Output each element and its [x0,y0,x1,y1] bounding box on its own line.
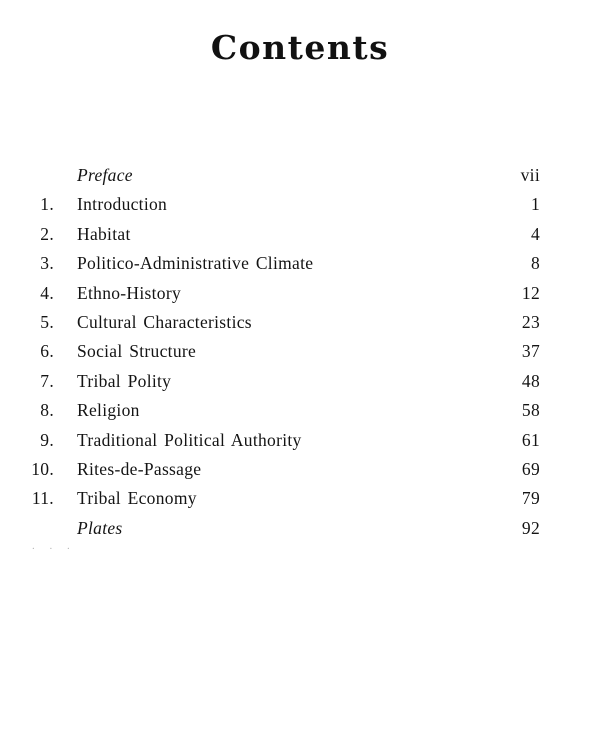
toc-entry-title: Ethno-History [77,282,182,303]
toc-entry-title: Preface [77,165,133,185]
page-title: Contents [210,28,390,67]
toc-entry-number: 9. [40,429,54,450]
toc-entry-page: 37 [521,341,540,362]
toc-entry-number: 4. [40,282,54,303]
toc-entry-page: 8 [530,253,540,274]
toc-entry-number: 2. [40,223,54,244]
toc-entry-title: Politico-Administrative Climate [77,253,314,274]
toc-entry-page: 48 [521,370,540,391]
toc-entry-plates [22,518,540,547]
toc-entry-page: 23 [521,311,540,332]
toc-entry-page: 69 [521,458,540,479]
toc-entry-tribal-polity [22,371,540,400]
toc-entry-number: 1. [40,194,54,215]
toc-entry-number: 5. [40,311,54,332]
toc-entry-number: 10. [31,458,54,479]
toc-entry-page: 92 [521,517,540,538]
toc-entry-title: Rites-de-Passage [77,458,202,479]
toc-entry-cultural-characteristics [22,312,540,341]
toc-entry-rites-de-passage [22,459,540,488]
toc-entry-number: 11. [31,488,54,509]
toc-entry-number: 8. [40,400,54,421]
toc-entry-page: 61 [521,429,540,450]
toc-entry-page: 1 [530,194,540,215]
toc-entry-page: 58 [521,400,540,421]
toc-entry-habitat [22,224,540,253]
toc-entry-page: 79 [521,488,540,509]
toc-entry-title: Traditional Political Authority [77,429,302,450]
toc-entry-traditional-political-authority [22,430,540,459]
toc-entry-title: Social Structure [77,341,197,362]
toc-entry-title: Habitat [77,223,131,244]
toc-entry-introduction [22,194,540,223]
toc-entry-title: Introduction [77,194,168,215]
toc-entry-social-structure [22,341,540,370]
toc-entry-politico-administrative-climate [22,253,540,282]
toc-entry-title: Tribal Economy [77,488,197,509]
toc-entry-page: 12 [521,282,540,303]
toc-entry-number: 3. [40,253,54,274]
toc-entry-page: 4 [530,223,540,244]
scan-artifact-dots: . . . [32,540,76,552]
toc-entry-tribal-economy [22,488,540,517]
toc-entry-page: vii [520,165,540,185]
toc-entry-title: Tribal Polity [77,370,172,391]
toc-entry-number: 6. [40,341,54,362]
toc-entry-ethno-history [22,283,540,312]
toc-entry-number: 7. [40,370,54,391]
toc-entry-preface [22,165,540,194]
toc-entry-title: Cultural Characteristics [77,311,252,332]
toc-entry-title: Religion [77,400,140,421]
table-of-contents [22,165,540,547]
toc-entry-title: Plates [77,517,123,538]
toc-entry-religion [22,400,540,429]
